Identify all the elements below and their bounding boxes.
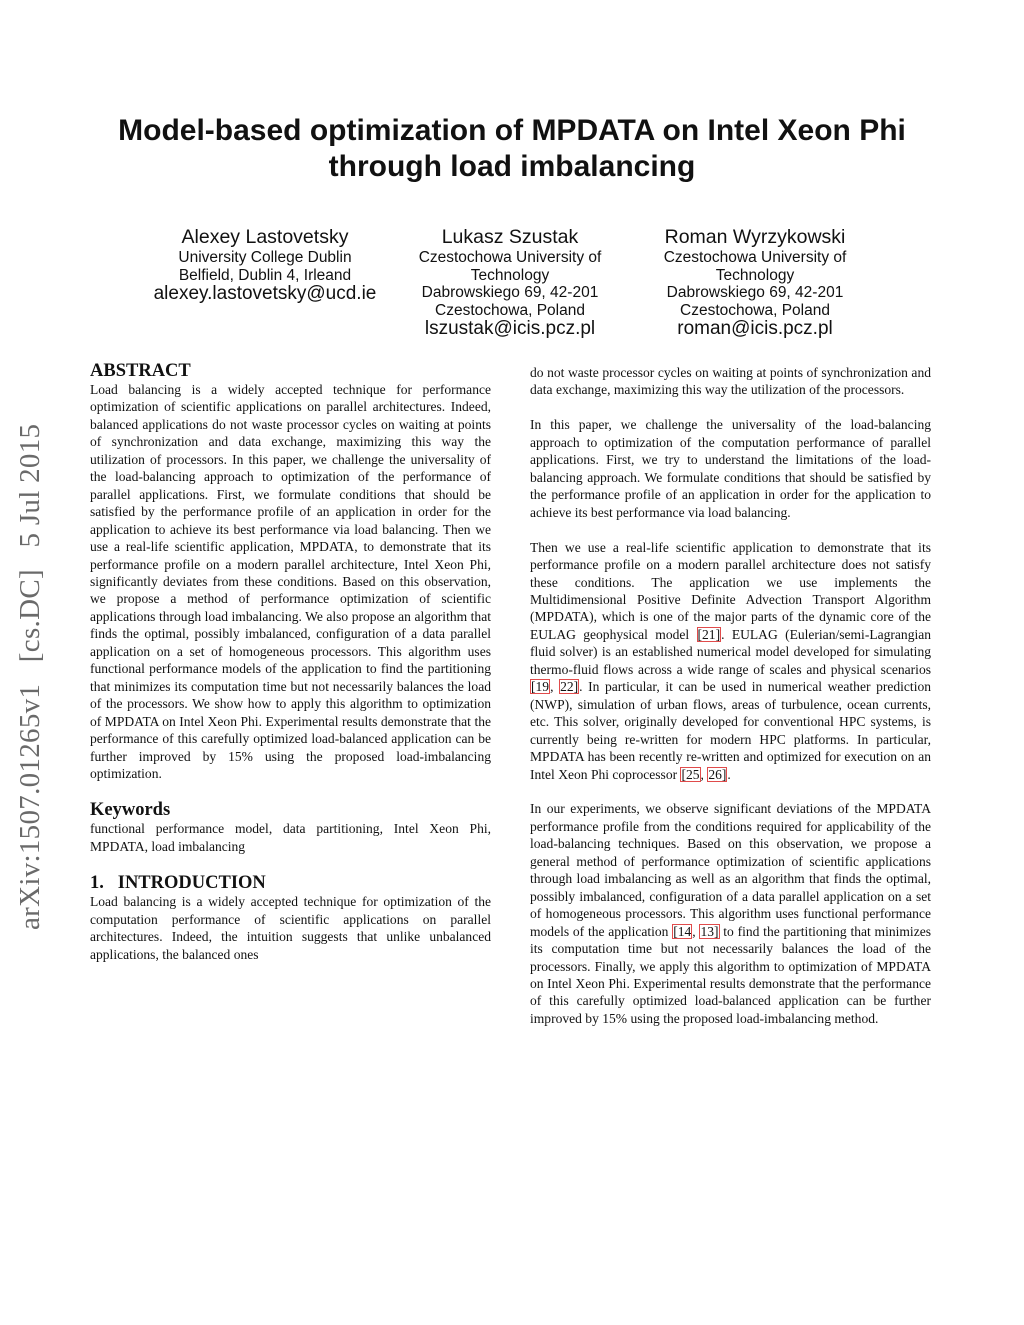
text-run: . EULAG (Eulerian/semi-Lagrangian fluid solver) is an established numerical model developed for simulating thermo-fluid flows across a wide range of scales and physical scenarios — [530, 626, 932, 677]
arxiv-category: [cs.DC] — [14, 569, 46, 663]
author-affiliation: Dabrowskiego 69, 42-201 — [666, 284, 844, 301]
text-run: . — [727, 766, 731, 782]
introduction-heading: 1. INTRODUCTION — [90, 873, 266, 894]
abstract-heading: ABSTRACT — [90, 361, 191, 381]
author-email[interactable]: roman@icis.pcz.pl — [677, 318, 833, 339]
arxiv-stamp — [14, 410, 47, 930]
title-line-1: Model-based optimization of MPDATA on Intel Xeon Phi — [118, 114, 906, 147]
author-affiliation: Czestochowa University of — [663, 249, 847, 266]
citation-link[interactable]: [25 — [681, 766, 700, 782]
author-affiliation: Czestochowa, Poland — [435, 301, 585, 319]
abstract-text: Load balancing is a widely accepted technique for performance optimization of scientific applications on parallel architectures. Indeed, balanced applications do not waste processor cycles on waiting at points of synchronization and data exchange, maximizing this way the utilization of processors. In this paper, we challenge the universality of the load-balancing approach to optimization of the performance of parallel applications. First, we formulate conditions that should be satisfied by the performance profile of an application in order for the application to achieve its best performance via load balancing. Then we use a real-life scientific application, MPDATA, to demonstrate that its performance profile on a modern parallel architecture, Intel Xeon Phi, significantly deviates from these conditions. Based on this observation, we propose a method of performance optimization of scientific applications through load imbalancing. We also propose an algorithm that finds the optimal, possibly imbalanced, configuration of a data parallel application on a set of homogeneous processors. This algorithm uses functional performance models of the application to find the partitioning that minimizes its computation time but not necessarily balances the load of the processors. We show how to apply this algorithm to optimization of MPDATA on Intel Xeon Phi. Experimental results demonstrate that the performance of this carefully optimized load-balanced application can be further improved by 15% using the proposed load-imbalancing optimization. — [90, 382, 491, 781]
citation-link[interactable]: 22] — [560, 679, 579, 695]
arxiv-id: arXiv:1507.01265v1 — [14, 683, 46, 930]
author-affiliation: Technology — [715, 266, 795, 284]
author-affiliation: University College Dublin — [178, 249, 352, 266]
citation-link[interactable]: [21] — [697, 626, 721, 642]
citation-separator: , — [692, 923, 700, 939]
text-run: In our experiments, we observe significant deviations of the MPDATA performance profile from the conditions required for applicability of the load-balancing techniques. Based on this observation, we propose a general method of performance optimization of scientific applications through load imbalancing as well as an algorithm that finds the optimal, possibly imbalanced, configuration of a data parallel application on a set of homogeneous processors. This algorithm uses functional performance models of the application — [530, 801, 931, 939]
body-paragraph — [530, 800, 931, 1027]
citation-link[interactable]: 13] — [700, 923, 719, 939]
author-name: Alexey Lastovetsky — [181, 226, 349, 248]
author-block-2 — [390, 226, 630, 339]
author-affiliation: Czestochowa, Poland — [680, 301, 830, 319]
body-paragraph — [530, 539, 931, 783]
citation-link[interactable]: 26] — [708, 766, 727, 782]
author-name: Lukasz Szustak — [441, 226, 579, 248]
author-affiliation: Dabrowskiego 69, 42-201 — [421, 284, 599, 301]
right-column — [530, 364, 931, 1027]
citation-link[interactable]: [14 — [673, 923, 692, 939]
author-email[interactable]: alexey.lastovetsky@ucd.ie — [153, 283, 377, 304]
text-run: to find the partitioning that minimizes its computation time but not necessarily balances the load of the processors. Finally, we apply this algorithm to optimization of MPDATA on Intel Xeon Phi. Experimental results demonstrate that the performance of this carefully optimized load-balanced application can be further improved by 15% using the proposed load-imbalancing method. — [530, 923, 931, 1026]
citation-separator: , — [700, 766, 708, 782]
keywords-text: functional performance model, data partitioning, Intel Xeon Phi, MPDATA, load imbalancing — [90, 821, 491, 854]
body-paragraph: In this paper, we challenge the universality of the load-balancing approach to optimization of the computation performance of parallel applications. First, we try to understand the limitations of the load-balancing approach. We formulate conditions that should be satisfied by the performance profile of an application in order for the application to achieve its best performance via load balancing. — [530, 417, 931, 520]
arxiv-date: 5 Jul 2015 — [14, 423, 46, 548]
text-run: Then we use a real-life scientific application to demonstrate that its performance profile on a modern parallel architecture does not satisfy these conditions. The application we use implements the Multidimensional Positive Definite Advection Transport Algorithm (MPDATA), which is one of the major parts of the dynamic core of the EULAG geophysical model — [530, 539, 931, 642]
author-block-1 — [145, 226, 385, 304]
author-email[interactable]: lszustak@icis.pcz.pl — [424, 318, 596, 339]
author-name: Roman Wyrzykowski — [664, 226, 846, 248]
paper-title — [0, 113, 1024, 185]
author-block-3 — [635, 226, 875, 339]
citation-separator: , — [550, 679, 560, 695]
text-run: . In particular, it can be used in numerical weather prediction (NWP), simulation of urban flows, areas of turbulence, ocean currents, etc. This solver, originally developed for conventional HPC systems, is currently being re-written for modern HPC platforms. In particular, MPDATA has been recently re-written and optimized for execution on an Intel Xeon Phi coprocessor — [530, 679, 931, 782]
title-line-2: through load imbalancing — [328, 150, 696, 183]
citation-link[interactable]: [19 — [531, 679, 550, 695]
author-affiliation: Technology — [470, 266, 550, 284]
introduction-paragraph: Load balancing is a widely accepted technique for optimization of the computation performance of scientific applications on parallel architectures. Indeed, the intuition suggests that unlike unbalanced applications, the balanced ones — [90, 894, 491, 962]
left-column — [90, 361, 491, 963]
keywords-heading: Keywords — [90, 800, 171, 821]
author-affiliation: Czestochowa University of — [418, 249, 602, 266]
body-paragraph: do not waste processor cycles on waiting at points of synchronization and data exchange, maximizing this way the utilization of the processors. — [530, 365, 931, 398]
author-affiliation: Belfield, Dublin 4, Irleand — [178, 266, 352, 284]
